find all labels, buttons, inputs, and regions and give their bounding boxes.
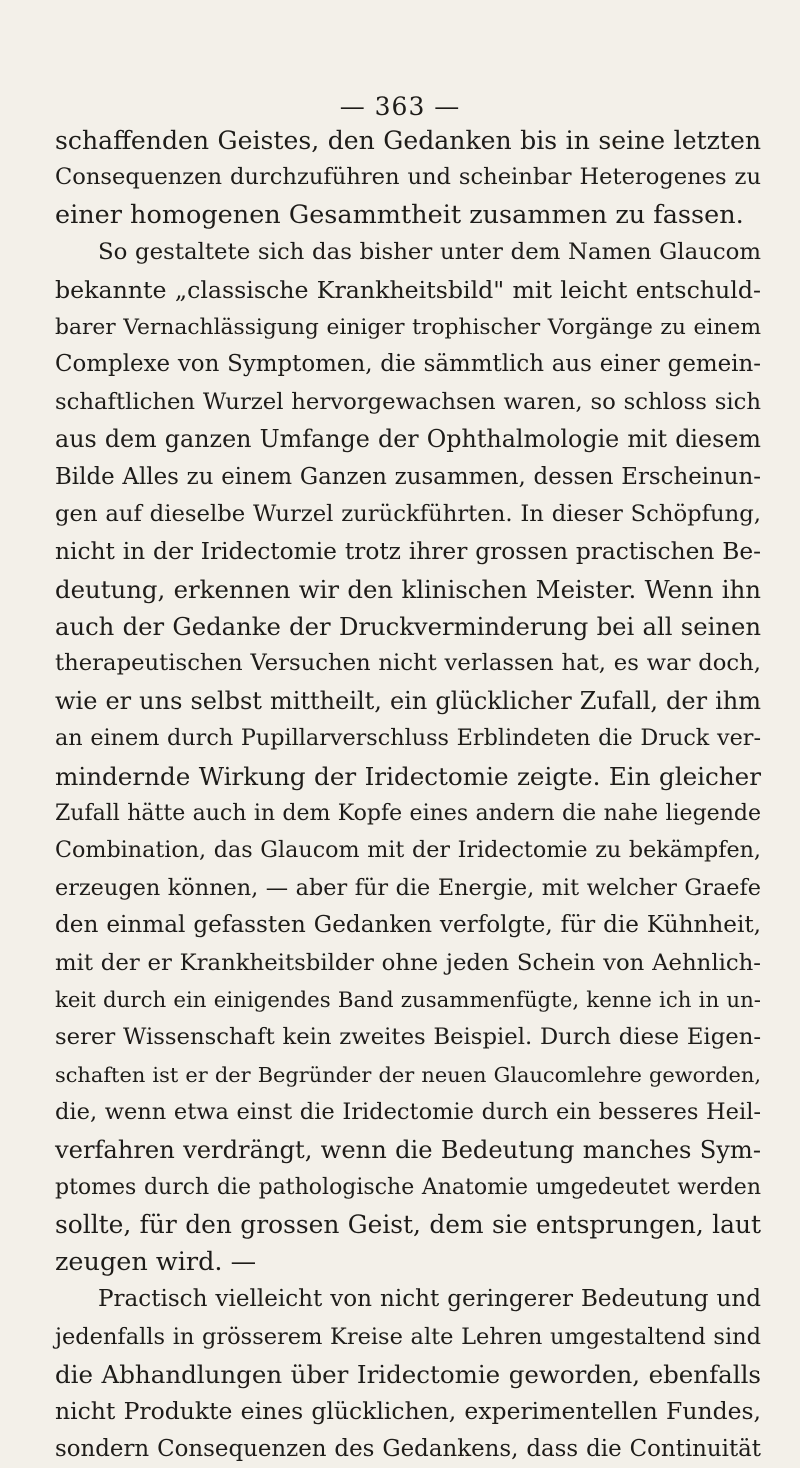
text-line: bekannte „classische Krankheitsbild" mit leicht entschuld- (55, 275, 761, 304)
text-line: nicht Produkte eines glücklichen, experimentellen Fundes, (55, 1397, 761, 1426)
text-line: zeugen wird. — (55, 1246, 257, 1277)
text-line: Complexe von Symptomen, die sämmtlich aus einer gemein- (55, 351, 761, 378)
text-line: Practisch vielleicht von nicht geringerer Bedeutung und (98, 1286, 761, 1313)
text-line: schaften ist er der Begründer der neuen Glaucomlehre geworden, (55, 1062, 761, 1087)
text-line: aus dem ganzen Umfange der Ophthalmologie mit diesem (55, 425, 761, 454)
text-line: einer homogenen Gesammtheit zusammen zu fassen. (55, 199, 744, 230)
text-line: die, wenn etwa einst die Iridectomie durch ein besseres Heil- (55, 1099, 761, 1126)
text-line: mindernde Wirkung der Iridectomie zeigte. Ein gleicher (55, 761, 761, 791)
text-line: sondern Consequenzen des Gedankens, dass die Continuität (55, 1435, 761, 1462)
text-line: Consequenzen durchzuführen und scheinbar Heterogenes zu (55, 164, 761, 191)
text-line: auch der Gedanke der Druckverminderung bei all seinen (55, 612, 761, 642)
text-line: nicht in der Iridectomie trotz ihrer grossen practischen Be- (55, 538, 761, 566)
text-line: schaffenden Geistes, den Gedanken bis in seine letzten (55, 126, 761, 155)
text-line: sollte, für den grossen Geist, dem sie entsprungen, laut (55, 1210, 761, 1240)
text-line: erzeugen können, — aber für die Energie, mit welcher Graefe (55, 874, 761, 901)
text-line: Combination, das Glaucom mit der Iridectomie zu bekämpfen, (55, 837, 761, 864)
text-line: Bilde Alles zu einem Ganzen zusammen, dessen Erscheinun- (55, 463, 761, 490)
body-text (55, 122, 761, 1468)
text-line: jedenfalls in grösserem Kreise alte Lehren umgestaltend sind (55, 1323, 761, 1350)
text-line: verfahren verdrängt, wenn die Bedeutung manches Sym- (55, 1135, 761, 1164)
text-line: mit der er Krankheitsbilder ohne jeden Schein von Aehnlich- (55, 949, 761, 976)
text-line: Zufall hätte auch in dem Kopfe eines andern die nahe liegende (55, 801, 761, 827)
text-line: gen auf dieselbe Wurzel zurückführten. In dieser Schöpfung, (55, 500, 761, 527)
text-line: keit durch ein einigendes Band zusammenfügte, kenne ich in un- (55, 987, 761, 1013)
text-line: deutung, erkennen wir den klinischen Meister. Wenn ihn (55, 574, 761, 604)
text-line: So gestaltete sich das bisher unter dem Namen Glaucom (98, 239, 761, 266)
text-line: die Abhandlungen über Iridectomie geworden, ebenfalls (55, 1359, 761, 1389)
text-line: serer Wissenschaft kein zweites Beispiel. Durch diese Eigen- (55, 1024, 761, 1051)
text-line: ptomes durch die pathologische Anatomie umgedeutet werden (55, 1174, 761, 1200)
page-number: — 363 — (339, 92, 461, 121)
text-line: therapeutischen Versuchen nicht verlassen hat, es war doch, (55, 650, 761, 677)
text-line: barer Vernachlässigung einiger trophischer Vorgänge zu einem (55, 314, 761, 340)
text-line: an einem durch Pupillarverschluss Erblindeten die Druck ver- (55, 725, 761, 752)
text-line: den einmal gefassten Gedanken verfolgte, für die Kühnheit, (55, 912, 761, 939)
text-line: wie er uns selbst mittheilt, ein glücklicher Zufall, der ihm (55, 686, 761, 715)
text-line: schaftlichen Wurzel hervorgewachsen waren, so schloss sich (55, 388, 761, 415)
